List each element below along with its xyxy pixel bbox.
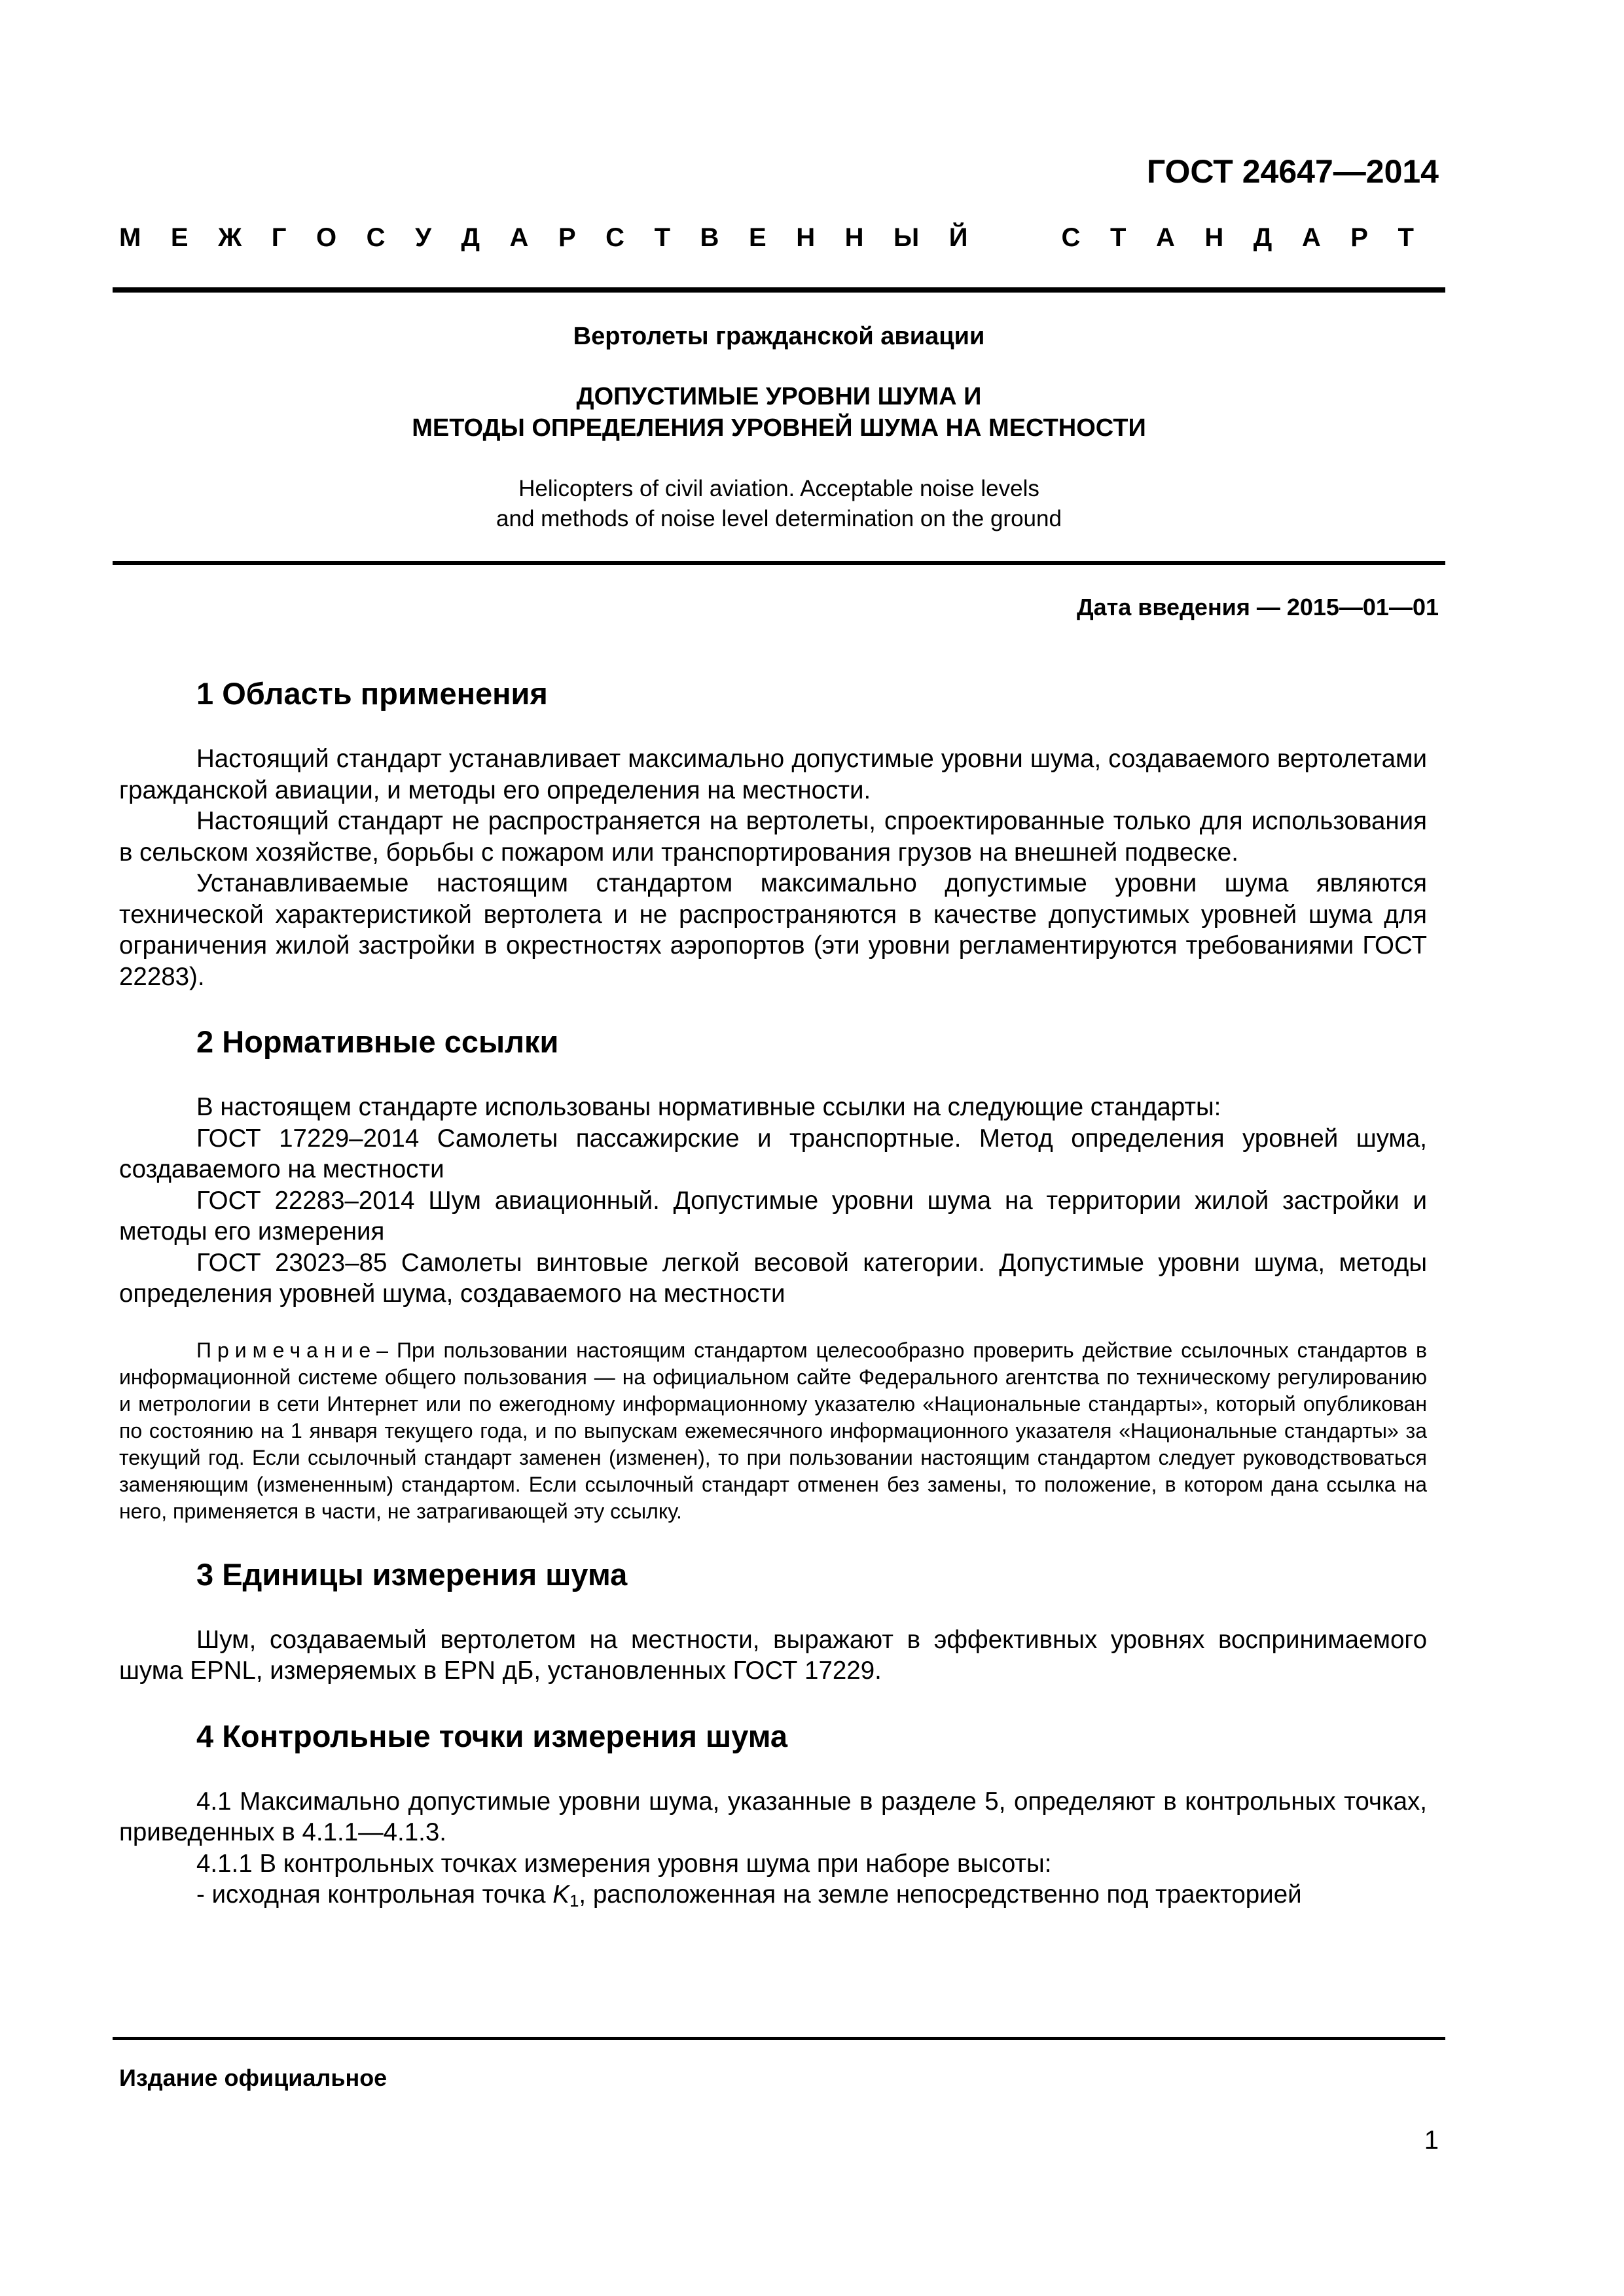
p3-text-start: - исходная контрольная точка — [196, 1880, 553, 1909]
section-1-heading: 1 Область применения — [196, 676, 548, 711]
title-ru-line-2: МЕТОДЫ ОПРЕДЕЛЕНИЯ УРОВНЕЙ ШУМА НА МЕСТНОСТИ — [412, 414, 1146, 442]
banner-letter: В — [700, 223, 719, 252]
banner-letter: Й — [948, 223, 968, 252]
header-divider — [113, 287, 1445, 293]
banner-letter: Ы — [893, 223, 920, 252]
section-3-paragraph-1: Шум, создаваемый вертолетом на местности, выражают в эффективных уровнях воспринимаемого шума EPNL, измеряемых в EPN дБ, установленных ГОСТ 17229. — [119, 1625, 1427, 1685]
section-1-paragraph-1: Настоящий стандарт устанавливает максимально допустимые уровни шума, создаваемого вертолетами гражданской авиации, и методы его определения на местности. — [119, 745, 1427, 804]
note-label: Примечание — [196, 1338, 377, 1362]
banner-letter: У — [415, 223, 431, 252]
banner-letter: Н — [844, 223, 864, 252]
section-2-heading: 2 Нормативные ссылки — [196, 1024, 559, 1059]
variable-k-subscript: 1 — [569, 1891, 579, 1910]
standard-number: ГОСТ 24647—2014 — [1146, 153, 1439, 190]
title-en — [113, 474, 1445, 534]
section-2-reference-gost-22283: ГОСТ 22283–2014 Шум авиационный. Допустимые уровни шума на территории жилой застройки и методы его измерения — [119, 1186, 1427, 1246]
title-divider — [113, 561, 1445, 565]
banner-letter: А — [509, 223, 529, 252]
banner-letter: С — [1061, 223, 1081, 252]
section-3-heading: 3 Единицы измерения шума — [196, 1556, 628, 1592]
banner-letter: Р — [558, 223, 576, 252]
banner-letter: С — [366, 223, 386, 252]
banner-letter: М — [119, 223, 141, 252]
footer-divider — [113, 2037, 1445, 2040]
banner-letter: Н — [796, 223, 816, 252]
section-4-paragraph-1: 4.1 Максимально допустимые уровни шума, указанные в разделе 5, определяют в контрольных точках, приведенных в 4.1.1—4.1.3. — [119, 1787, 1427, 1846]
section-2-note — [119, 1337, 1427, 1525]
banner-letter: Т — [654, 223, 671, 252]
section-4-paragraph-2: 4.1.1 В контрольных точках измерения уровня шума при наборе высоты: — [196, 1849, 1052, 1878]
introduction-date: Дата введения — 2015—01—01 — [1076, 594, 1439, 620]
banner-word-gap — [998, 221, 1032, 254]
page-number: 1 — [1424, 2126, 1439, 2155]
banner-letter: Ж — [218, 223, 242, 252]
banner-letter: Т — [1110, 223, 1127, 252]
banner-letter: Р — [1350, 223, 1368, 252]
banner-letter: Н — [1204, 223, 1224, 252]
section-4-paragraph-3 — [119, 1879, 1427, 1917]
variable-k: K — [552, 1880, 569, 1909]
section-4-heading: 4 Контрольные точки измерения шума — [196, 1718, 788, 1753]
p3-text-end: , расположенная на земле непосредственно под траекторией — [579, 1880, 1302, 1909]
section-2-reference-gost-23023: ГОСТ 23023–85 Самолеты винтовые легкой весовой категории. Допустимые уровни шума, методы определения уровней шума, создаваемого на местности — [119, 1248, 1427, 1308]
banner-letter: А — [1155, 223, 1175, 252]
interstate-standard-banner — [119, 221, 1414, 254]
title-en-line-2: and methods of noise level determination on the ground — [496, 506, 1062, 531]
note-text: – При пользовании настоящим стандартом целесообразно проверить действие ссылочных стандартов в информационной системе общего пользования — на официальном сайте Федерального агентства по техническому регулированию и метрологии в сети Интернет или по ежегодному информационному указателю «Национальные стандарты», который опубликован по состоянию на 1 января текущего года, и по выпускам ежемесячного информационного указателя «Национальные стандарты» за текущий год. Если ссылочный стандарт заменен (изменен), то при пользовании настоящим стандартом следует руководствоваться заменяющим (измененным) стандартом. Если ссылочный стандарт отменен без замены, то положение, в котором дана ссылка на него, применяется в части, не затрагивающей эту ссылку. — [119, 1338, 1427, 1523]
banner-letter: О — [316, 223, 337, 252]
banner-letter: Е — [170, 223, 189, 252]
banner-letter: Г — [271, 223, 287, 252]
banner-letter: Т — [1398, 223, 1414, 252]
banner-letter: Д — [1253, 223, 1272, 252]
section-2-reference-gost-17229: ГОСТ 17229–2014 Самолеты пассажирские и транспортные. Метод определения уровней шума, создаваемого на местности — [119, 1124, 1427, 1183]
section-1-paragraph-2: Настоящий стандарт не распространяется на вертолеты, спроектированные только для использования в сельском хозяйстве, борьбы с пожаром или транспортирования грузов на внешней подвеске. — [119, 807, 1427, 867]
title-ru-line-1: ДОПУСТИМЫЕ УРОВНИ ШУМА И — [576, 383, 982, 410]
banner-letter: А — [1301, 223, 1321, 252]
section-2-paragraph-1: В настоящем стандарте использованы нормативные ссылки на следующие стандарты: — [196, 1093, 1221, 1121]
document-body — [119, 674, 1427, 1917]
banner-letter: Д — [461, 223, 480, 252]
title-ru — [113, 381, 1445, 444]
banner-letter: С — [605, 223, 625, 252]
section-1-paragraph-3: Устанавливаемые настоящим стандартом максимально допустимые уровни шума являются технической характеристикой вертолета и не распространяются в качестве допустимых уровней шума для ограничения жилой застройки в окрестностях аэропортов (эти уровни регламентируются требованиями ГОСТ 22283). — [119, 869, 1427, 991]
title-en-line-1: Helicopters of civil aviation. Acceptable noise levels — [518, 476, 1039, 501]
banner-letter: Е — [748, 223, 767, 252]
subtitle-ru: Вертолеты гражданской авиации — [573, 323, 985, 350]
official-edition-label: Издание официальное — [119, 2064, 388, 2091]
